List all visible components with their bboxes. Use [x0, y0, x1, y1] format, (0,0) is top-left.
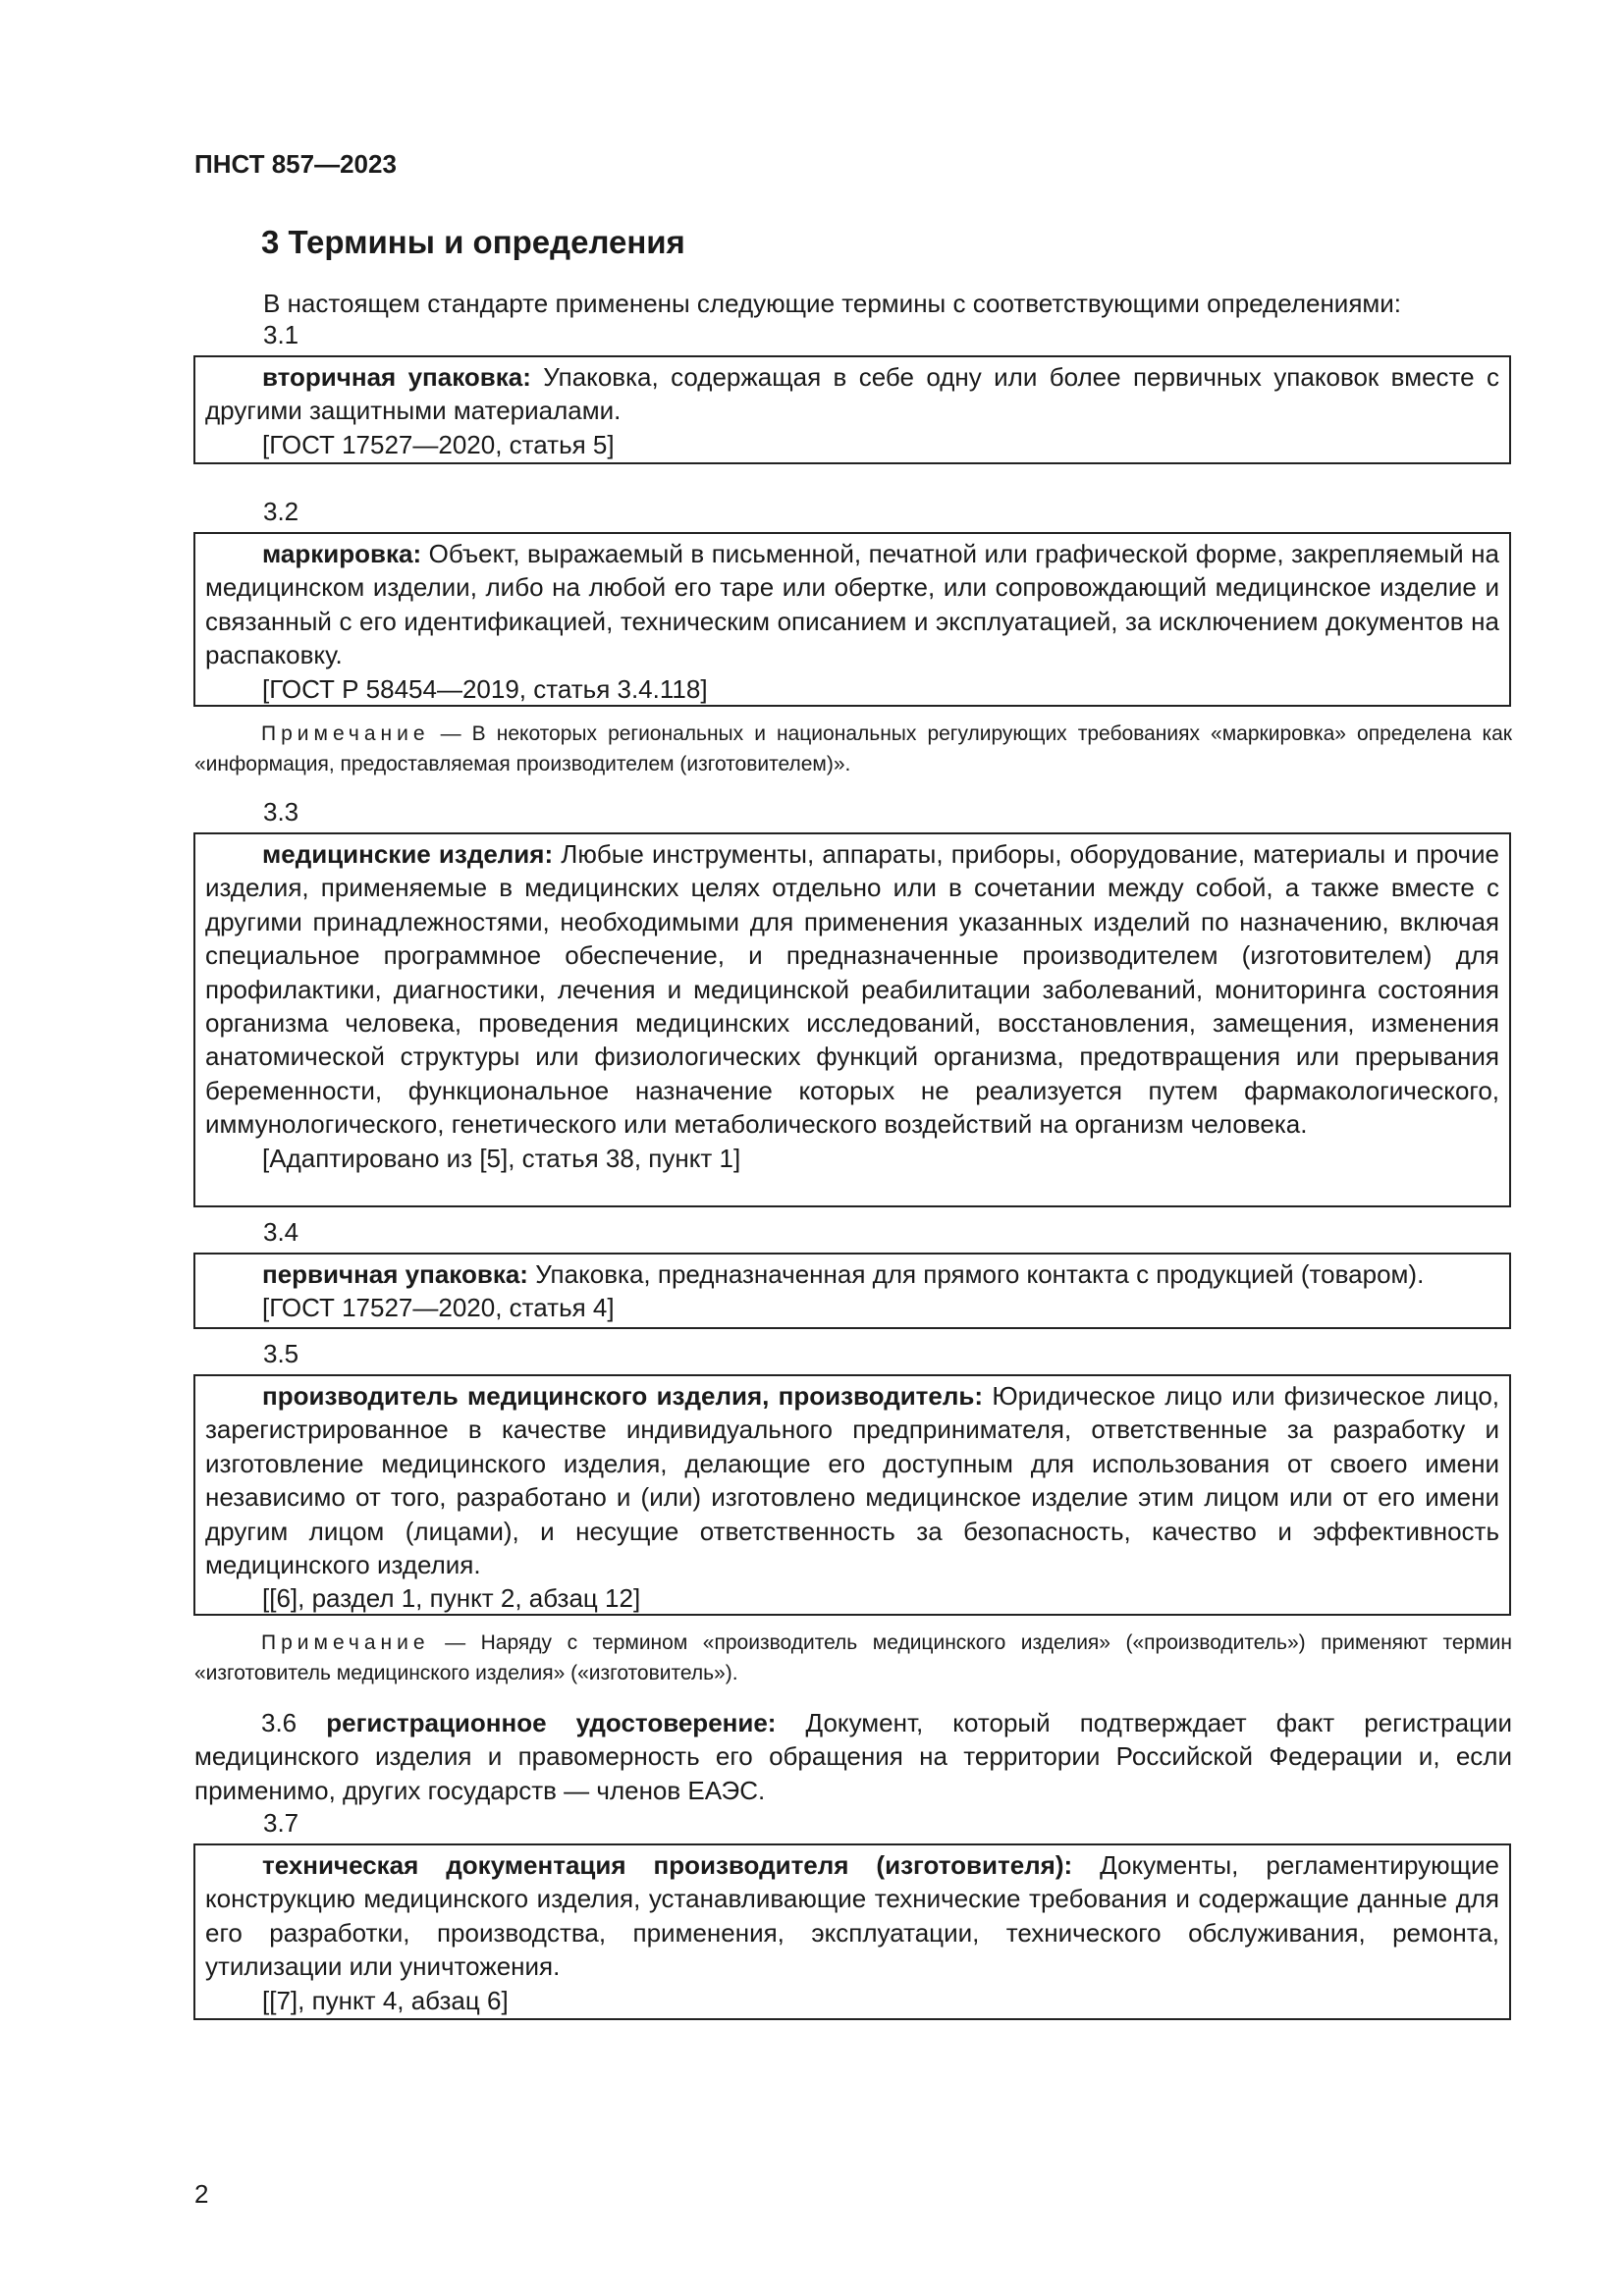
term-name: производитель медицинского изделия, производитель:: [262, 1381, 984, 1411]
term-box: [193, 832, 1511, 1207]
term-number: 3.3: [263, 797, 299, 827]
term-definition: Юридическое лицо или физическое лицо, зарегистрированное в качестве индивидуального предпринимателя, ответственные за разработку и изготовление медицинского изделия, делающие его доступным для использования от своего имени независимо от того, разработано и (или) изготовлено медицинское изделие этим лицом или от его имени другим лицом (лицами), и несущие ответственность за безопасность, качество и эффективность медицинского изделия.: [205, 1381, 1500, 1580]
note-text: — Наряду с термином «производитель медицинского изделия» («производитель») применяют термин «изготовитель медицинского изделия» («изготовитель»).: [194, 1631, 1512, 1684]
term-number: 3.4: [263, 1217, 299, 1247]
term-number: 3.7: [263, 1808, 299, 1838]
note-text: — В некоторых региональных и национальных регулирующих требованиях «маркировка» определена как «информация, предоставляемая производителем (изготовителем)».: [194, 722, 1512, 775]
note: [194, 1628, 1512, 1688]
term-source: [ГОСТ 17527—2020, статья 5]: [262, 429, 615, 459]
term-definition: Упаковка, предназначенная для прямого контакта с продукцией (товаром).: [527, 1259, 1425, 1289]
page-number: 2: [194, 2179, 209, 2209]
term-name: вторичная упаковка:: [262, 362, 531, 392]
term-name: маркировка:: [262, 539, 422, 568]
term-definition: Упаковка, содержащая в себе одну или более первичных упаковок вместе с другими защитными материалами.: [205, 362, 1499, 426]
term-box: [193, 1843, 1511, 2020]
note-label: Примечание: [261, 722, 430, 745]
section-intro: В настоящем стандарте применены следующие термины с соответствующими определениями:: [263, 289, 1402, 318]
note: [194, 719, 1512, 779]
term-box: [193, 532, 1511, 707]
term-name: медицинские изделия:: [262, 839, 554, 869]
term-source: [ГОСТ Р 58454—2019, статья 3.4.118]: [262, 673, 708, 704]
term-name: первичная упаковка:: [262, 1259, 528, 1289]
term-source: [ГОСТ 17527—2020, статья 4]: [262, 1293, 615, 1323]
term-number: 3.2: [263, 497, 299, 526]
term-source: [Адаптировано из [5], статья 38, пункт 1]: [262, 1143, 741, 1173]
term-definition: Документ, который подтверждает факт регистрации медицинского изделия и правомерность его обращения на территории Российской Федерации и, если применимо, других государств — членов ЕАЭС.: [194, 1708, 1512, 1805]
term-name: регистрационное удостоверение:: [326, 1708, 777, 1737]
section-title: 3 Термины и определения: [261, 224, 685, 260]
term-number: 3.6: [261, 1708, 298, 1737]
term-definition: Любые инструменты, аппараты, приборы, оборудование, материалы и прочие изделия, применяемые в медицинских целях отдельно или в сочетании между собой, а также вместе с другими принадлежностями, необходимыми для применения указанных изделий по назначению, включая специальное программное обеспечение, и предназначенные производителем (изготовителем) для профилактики, диагностики, лечения и медицинской реабилитации заболеваний, мониторинга состояния организма человека, проведения медицинских исследований, восстановления, замещения, изменения анатомической структуры или физиологических функций организма, предотвращения или прерывания беременности, функциональное назначение которых не реализуется путем фармакологического, иммунологического, генетического или метаболического воздействий на организм человека.: [205, 839, 1500, 1140]
term-source: [[6], раздел 1, пункт 2, абзац 12]: [262, 1583, 641, 1614]
term-box: [193, 355, 1511, 464]
term-number: 3.5: [263, 1339, 299, 1368]
term-number: 3.1: [263, 320, 299, 349]
document-code: ПНСТ 857—2023: [194, 149, 397, 179]
term-box: [193, 1374, 1511, 1616]
term-name: техническая документация производителя (изготовителя):: [262, 1850, 1073, 1880]
term-definition: Объект, выражаемый в письменной, печатной или графической форме, закрепляемый на медицинском изделии, либо на любой его таре или обертке, или сопровождающий медицинское изделие и связанный с его идентификацией, техническим описанием и эксплуатацией, за исключением документов на распаковку.: [205, 539, 1499, 670]
term-definition: Документы, регламентирующие конструкцию медицинского изделия, устанавливающие технические требования и содержащие данные для его разработки, производства, применения, эксплуатации, технического обслуживания, ремонта, утилизации или уничтожения.: [205, 1850, 1500, 1982]
note-label: Примечание: [261, 1631, 430, 1654]
term-box: [193, 1253, 1511, 1329]
plain-term: [194, 1706, 1512, 1807]
term-source: [[7], пункт 4, абзац 6]: [262, 1985, 509, 2015]
